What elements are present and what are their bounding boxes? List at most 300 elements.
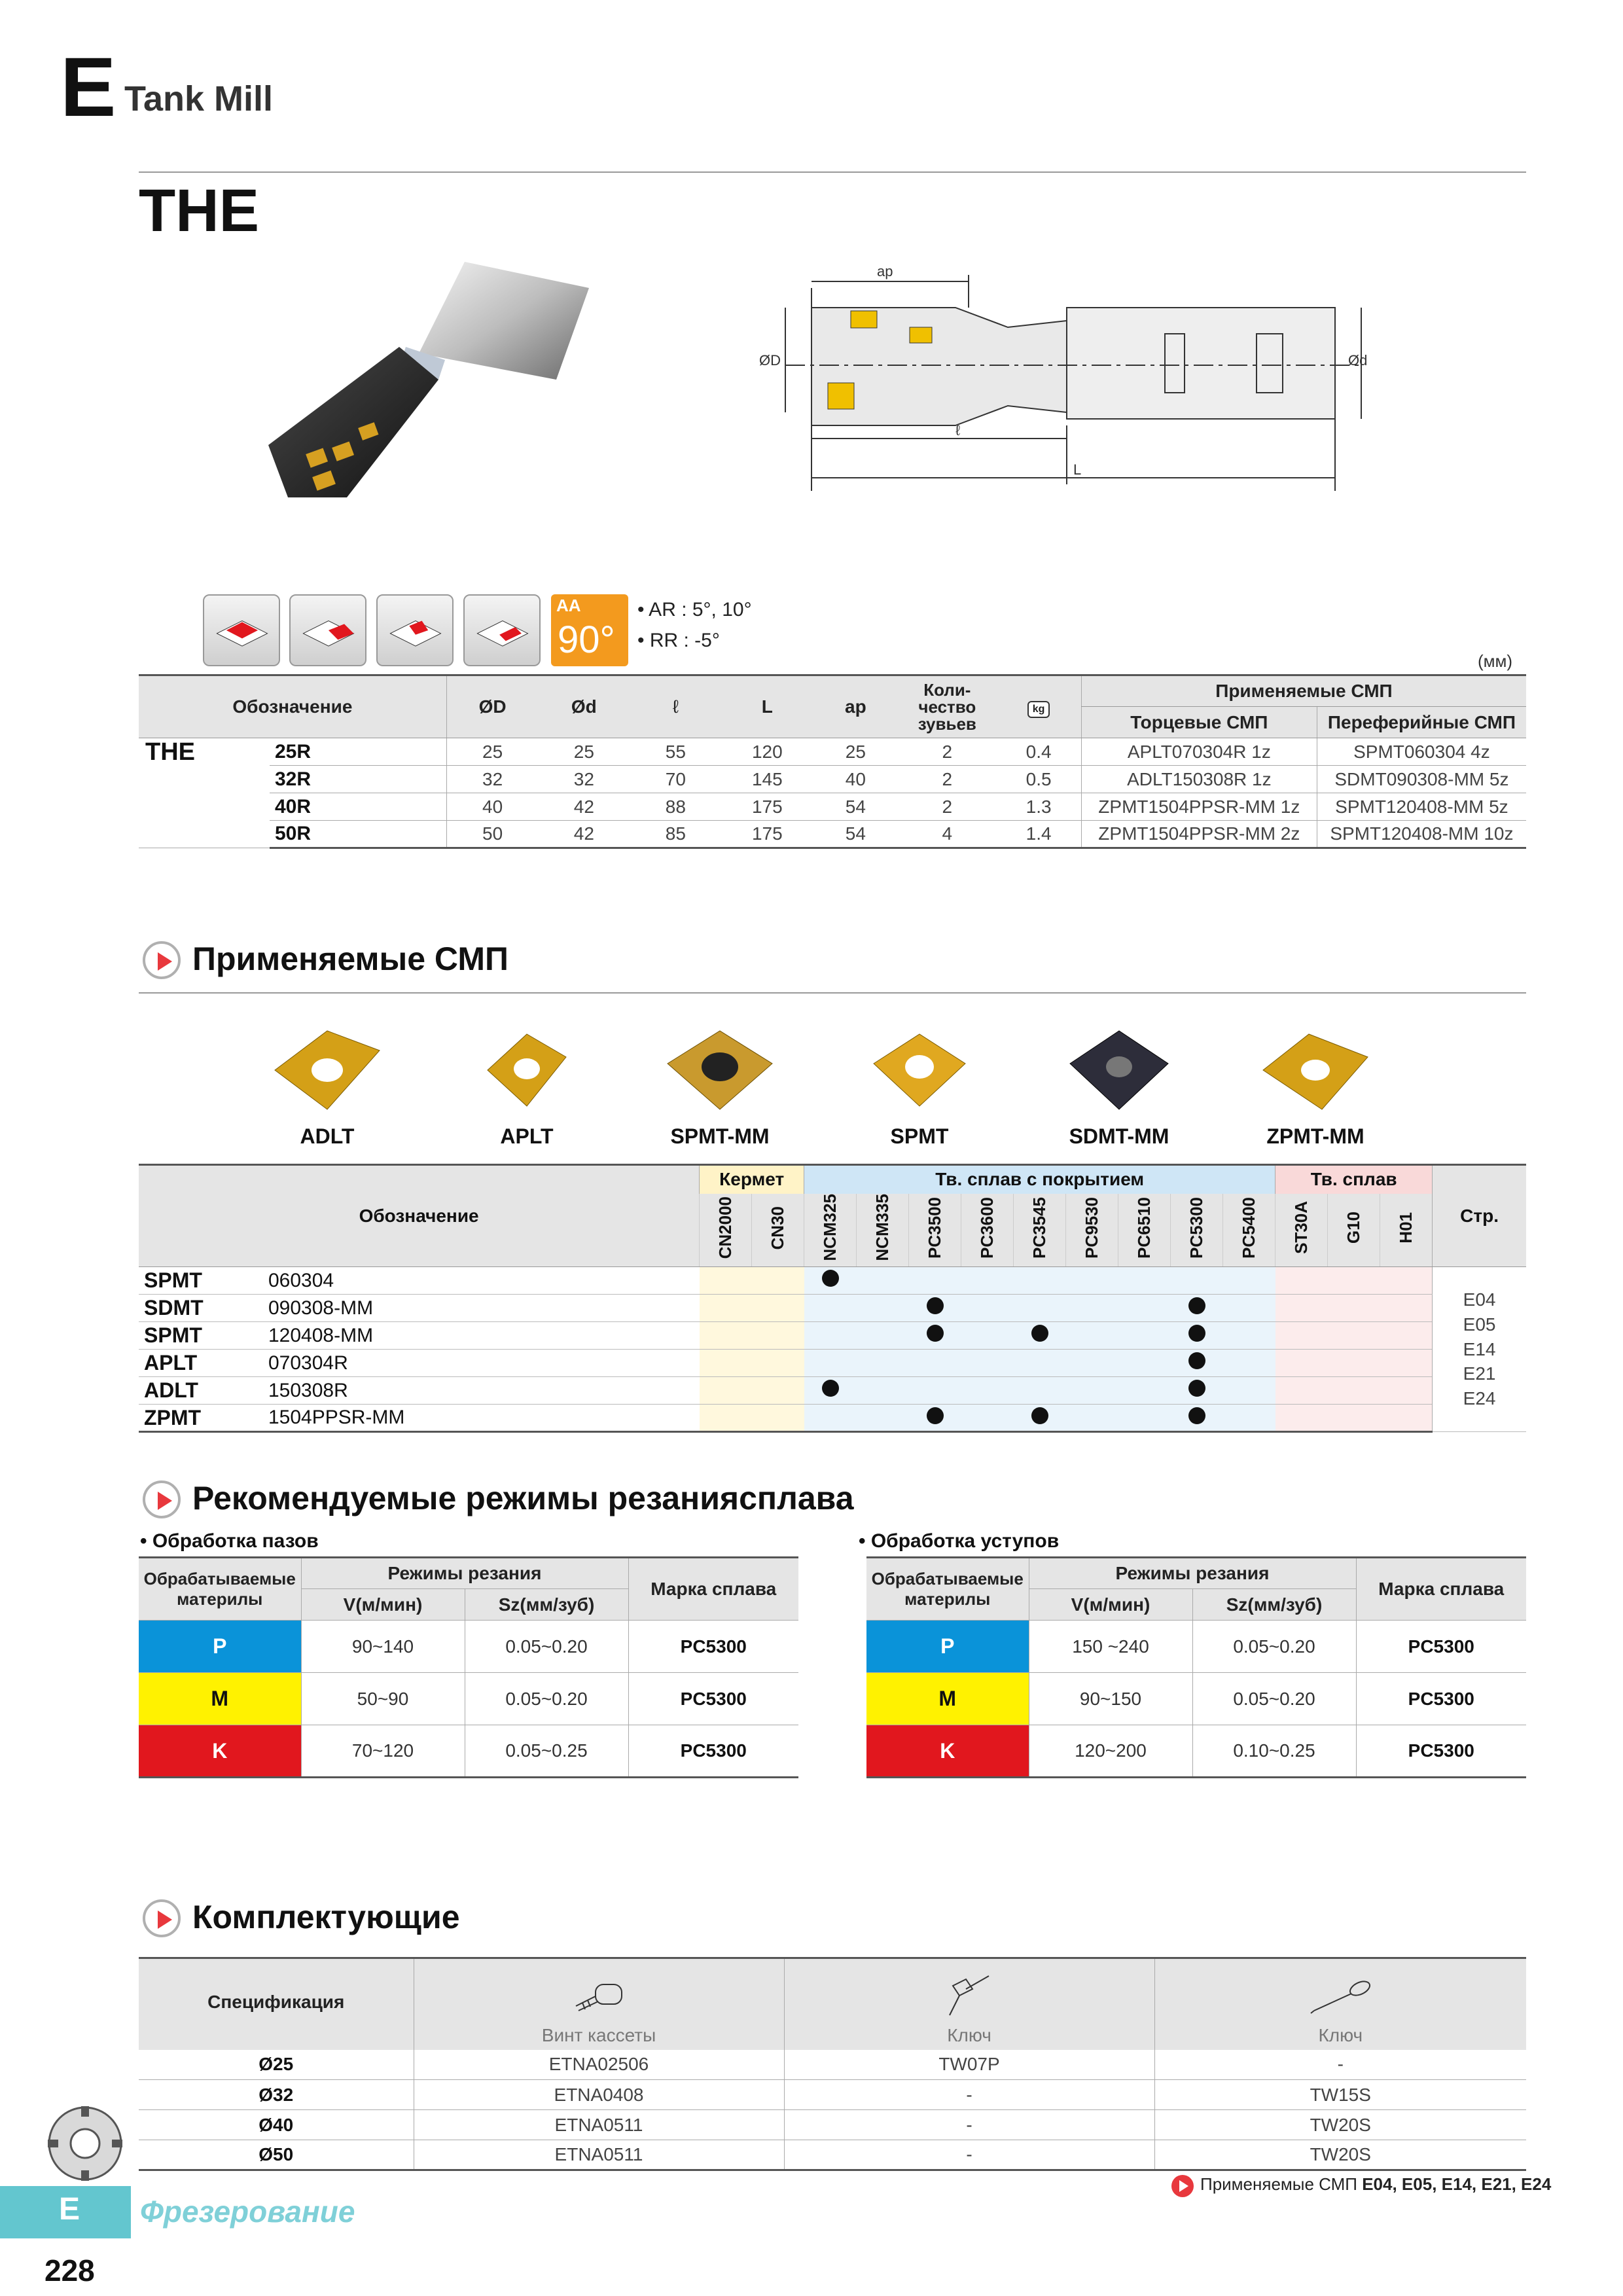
grade-cell	[961, 1322, 1014, 1350]
acc-spec: Ø32	[139, 2080, 414, 2110]
grade: PC5300	[628, 1673, 798, 1725]
acc-screw: ETNA0408	[414, 2080, 784, 2110]
grade-col-header	[1118, 1194, 1171, 1267]
grade-cell	[752, 1295, 804, 1322]
grade-cell	[909, 1267, 961, 1295]
spec-L: 120	[721, 738, 813, 766]
shoulder-milling-icon	[289, 594, 366, 666]
grade-row	[139, 1405, 1526, 1432]
grade-col-header	[1223, 1194, 1275, 1267]
section-arrow-icon	[143, 1899, 181, 1937]
availability-dot-icon	[822, 1380, 839, 1397]
grade-cell	[1223, 1295, 1275, 1322]
acc-spec: Ø50	[139, 2140, 414, 2170]
grade-cell	[1171, 1267, 1223, 1295]
availability-dot-icon	[1031, 1325, 1048, 1342]
page-ref: E05	[1463, 1314, 1496, 1335]
grade-cell	[1118, 1405, 1171, 1432]
ramping-icon	[376, 594, 454, 666]
acc-h-key2-label: Ключ	[1318, 2024, 1363, 2045]
grade-cell	[1380, 1377, 1433, 1405]
h-face: Торцевые СМП	[1081, 707, 1317, 738]
availability-dot-icon	[927, 1297, 944, 1314]
grade-cell	[961, 1377, 1014, 1405]
availability-dot-icon	[1031, 1407, 1048, 1424]
availability-dot-icon	[927, 1325, 944, 1342]
spec-peri: SDMT090308-MM 5z	[1317, 766, 1526, 793]
insert-label: SPMT	[890, 1124, 949, 1148]
grade-name: NCM325	[820, 1194, 840, 1262]
shoulder-row	[866, 1621, 1526, 1673]
slot-h-modes: Режимы резания	[301, 1558, 628, 1589]
acc-h-spec: Спецификация	[139, 1958, 414, 2050]
feed-per-tooth: 0.10~0.25	[1192, 1725, 1356, 1778]
grade-cell	[1118, 1350, 1171, 1377]
spec-D: 40	[446, 793, 538, 821]
insert-type: SPMT	[139, 1322, 263, 1350]
slot-subtitle: • Обработка пазов	[140, 1530, 319, 1552]
spec-D: 25	[446, 738, 538, 766]
grade-cell	[857, 1267, 909, 1295]
grade-cell	[1275, 1322, 1328, 1350]
spec-D: 32	[446, 766, 538, 793]
insert-code: 070304R	[263, 1350, 700, 1377]
grade-name: NCM335	[872, 1194, 893, 1262]
grade-col-header	[1380, 1194, 1433, 1267]
grade-cell	[700, 1350, 752, 1377]
grade-col-header	[1171, 1194, 1223, 1267]
grade-cell	[1171, 1377, 1223, 1405]
footnote	[1200, 2174, 1551, 2195]
insert-label: ADLT	[300, 1124, 355, 1148]
dim-L: L	[1073, 461, 1082, 478]
spec-row	[139, 793, 1526, 821]
grade-cell	[1014, 1267, 1066, 1295]
grade-cell	[1275, 1267, 1328, 1295]
availability-dot-icon	[1188, 1380, 1205, 1397]
key-icon	[940, 1973, 999, 2018]
grade-cell	[909, 1377, 961, 1405]
grade-cell	[909, 1350, 961, 1377]
grade-name: PC3545	[1029, 1196, 1050, 1259]
feed-per-tooth: 0.05~0.20	[465, 1673, 628, 1725]
grade-cell	[857, 1377, 909, 1405]
shoulder-h-material: Обрабатываемые материлы	[866, 1558, 1029, 1621]
spec-z: 2	[898, 766, 996, 793]
material-class: K	[139, 1725, 301, 1778]
grade-cell	[961, 1295, 1014, 1322]
grade-cell	[1171, 1350, 1223, 1377]
grade-table	[139, 1164, 1526, 1433]
grade-cell	[1014, 1377, 1066, 1405]
grade-name: PC9530	[1082, 1196, 1102, 1259]
grade-cell	[1328, 1322, 1380, 1350]
cutting-speed: 50~90	[301, 1673, 465, 1725]
grade-cell	[1328, 1295, 1380, 1322]
spec-peri: SPMT120408-MM 10z	[1317, 821, 1526, 848]
gh-designation: Обозначение	[139, 1165, 700, 1267]
cutting-speed: 120~200	[1029, 1725, 1192, 1778]
dim-D: ØD	[759, 352, 781, 368]
acc-screw: ETNA02506	[414, 2050, 784, 2080]
grade-cell	[1171, 1295, 1223, 1322]
grade-cell	[804, 1377, 857, 1405]
grade-row	[139, 1350, 1526, 1377]
insert-code: 150308R	[263, 1377, 700, 1405]
spec-L: 175	[721, 793, 813, 821]
grade-col-header	[1328, 1194, 1380, 1267]
grade-col-header	[1066, 1194, 1118, 1267]
spec-ap: 54	[813, 793, 898, 821]
material-class: P	[139, 1621, 301, 1673]
acc-h-key1-label: Ключ	[947, 2024, 991, 2045]
grade-cell	[1380, 1267, 1433, 1295]
shoulder-h-v: V(м/мин)	[1029, 1589, 1192, 1621]
grade-cell	[1380, 1405, 1433, 1432]
spec-z: 2	[898, 738, 996, 766]
grade-cell	[1014, 1350, 1066, 1377]
availability-dot-icon	[822, 1270, 839, 1287]
grade-col-header	[1275, 1194, 1328, 1267]
grade-cell	[1223, 1350, 1275, 1377]
chapter-subtitle: Tank Mill	[124, 79, 274, 118]
grade-name: ST30A	[1291, 1201, 1311, 1255]
acc-spec: Ø25	[139, 2050, 414, 2080]
insert-label: APLT	[500, 1124, 554, 1148]
grade-cell	[1328, 1377, 1380, 1405]
inserts-section-title: Применяемые СМП	[192, 941, 508, 977]
spec-row	[139, 766, 1526, 793]
spec-l: 88	[630, 793, 721, 821]
grade-cell	[1066, 1350, 1118, 1377]
cutting-section-title: Рекомендуемые режимы резаниясплава	[192, 1480, 854, 1516]
page-ref: E24	[1463, 1388, 1496, 1409]
slot-h-sz: Sz(мм/зуб)	[465, 1589, 628, 1621]
acc-screw: ETNA0511	[414, 2110, 784, 2140]
grade: PC5300	[628, 1725, 798, 1778]
availability-dot-icon	[1188, 1352, 1205, 1369]
spec-peri: SPMT060304 4z	[1317, 738, 1526, 766]
grade-cell	[1223, 1267, 1275, 1295]
spec-z: 4	[898, 821, 996, 848]
dim-l: ℓ	[955, 422, 961, 439]
slot-conditions-table	[139, 1556, 798, 1778]
acc-key2: TW20S	[1154, 2110, 1526, 2140]
grade-cell	[804, 1322, 857, 1350]
acc-key2: TW15S	[1154, 2080, 1526, 2110]
grade-cell	[804, 1405, 857, 1432]
material-class: K	[866, 1725, 1029, 1778]
grade-cell	[752, 1350, 804, 1377]
acc-h-screw-label: Винт кассеты	[541, 2024, 656, 2045]
gh-page: Стр.	[1433, 1165, 1526, 1267]
feed-per-tooth: 0.05~0.20	[465, 1621, 628, 1673]
insert-spmt-mm-icon	[661, 1024, 779, 1116]
grade-row	[139, 1295, 1526, 1322]
grade-cell	[961, 1267, 1014, 1295]
grade-name: PC3500	[925, 1196, 945, 1259]
grade-cell	[700, 1322, 752, 1350]
h-peripheral: Переферийные СМП	[1317, 707, 1526, 738]
insert-zpmt-mm-icon	[1257, 1024, 1374, 1116]
grade-cell	[961, 1350, 1014, 1377]
grade-cell	[1118, 1267, 1171, 1295]
tool-drawing	[759, 255, 1387, 517]
aa-label: AA	[556, 596, 581, 615]
spec-kg: 0.4	[996, 738, 1081, 766]
acc-key2: TW20S	[1154, 2140, 1526, 2170]
insert-code: 090308-MM	[263, 1295, 700, 1322]
milling-cutter-icon	[39, 2101, 131, 2186]
page-ref: E21	[1463, 1363, 1496, 1384]
spec-ap: 54	[813, 821, 898, 848]
grade-cell	[909, 1295, 961, 1322]
spec-kg: 1.3	[996, 793, 1081, 821]
unit-label: (мм)	[1478, 651, 1513, 671]
grade-cell	[1275, 1405, 1328, 1432]
screw-icon	[569, 1977, 628, 2016]
insert-code: 1504PPSR-MM	[263, 1405, 700, 1432]
grade: PC5300	[1356, 1673, 1526, 1725]
shoulder-h-grade: Марка сплава	[1356, 1558, 1526, 1621]
acc-spec: Ø40	[139, 2110, 414, 2140]
dim-d: Ød	[1348, 352, 1368, 368]
slot-milling-icon	[203, 594, 280, 666]
material-class: P	[866, 1621, 1029, 1673]
grade-cell	[752, 1267, 804, 1295]
feed-per-tooth: 0.05~0.20	[1192, 1673, 1356, 1725]
h-designation: Обозначение	[139, 675, 446, 738]
shoulder-h-modes: Режимы резания	[1029, 1558, 1356, 1589]
slot-row	[139, 1621, 798, 1673]
chapter-tab-label: Фрезерование	[140, 2195, 355, 2229]
grade-cell	[1066, 1322, 1118, 1350]
grade-cell	[1066, 1295, 1118, 1322]
series-name: THE	[139, 738, 270, 848]
insert-label: SDMT-MM	[1069, 1124, 1169, 1148]
insert-aplt-icon	[468, 1024, 586, 1116]
gh-coated: Тв. сплав с покрытием	[804, 1165, 1275, 1194]
grade-cell	[1380, 1295, 1433, 1322]
grade-cell	[804, 1267, 857, 1295]
grade-cell	[700, 1267, 752, 1295]
page-ref: E04	[1463, 1289, 1496, 1310]
grade-cell	[961, 1405, 1014, 1432]
grade-cell	[857, 1295, 909, 1322]
grade-cell	[909, 1322, 961, 1350]
shoulder-row	[866, 1725, 1526, 1778]
section-divider	[139, 992, 1526, 994]
acc-key1: -	[784, 2080, 1154, 2110]
grade: PC5300	[628, 1621, 798, 1673]
grade-col-header	[700, 1194, 752, 1267]
grade-cell	[700, 1405, 752, 1432]
insert-type: ZPMT	[139, 1405, 263, 1432]
spec-d: 42	[538, 793, 630, 821]
accessories-table	[139, 1957, 1526, 2171]
slot-row	[139, 1673, 798, 1725]
spec-l: 85	[630, 821, 721, 848]
insert-code: 060304	[263, 1267, 700, 1295]
slot-h-grade: Марка сплава	[628, 1558, 798, 1621]
chapter-letter: E	[60, 41, 116, 134]
insert-type: ADLT	[139, 1377, 263, 1405]
cutting-speed: 90~150	[1029, 1673, 1192, 1725]
gh-carbide: Тв. сплав	[1275, 1165, 1433, 1194]
material-class: M	[866, 1673, 1029, 1725]
grade: PC5300	[1356, 1621, 1526, 1673]
grade-cell	[1118, 1322, 1171, 1350]
grade-name: PC6510	[1134, 1196, 1154, 1259]
plunging-icon	[463, 594, 541, 666]
spec-face: ZPMT1504PPSR-MM 2z	[1081, 821, 1317, 848]
spec-face: ZPMT1504PPSR-MM 1z	[1081, 793, 1317, 821]
accessory-row	[139, 2050, 1526, 2080]
acc-key2: -	[1154, 2050, 1526, 2080]
footnote-label: Применяемые СМП	[1200, 2174, 1357, 2194]
shoulder-row	[866, 1673, 1526, 1725]
chapter-tab-letter: E	[59, 2192, 80, 2227]
grade-cell	[1014, 1405, 1066, 1432]
grade-cell	[1118, 1377, 1171, 1405]
grade-cell	[1171, 1405, 1223, 1432]
insert-code: 120408-MM	[263, 1322, 700, 1350]
availability-dot-icon	[1188, 1325, 1205, 1342]
h-inserts: Применяемые СМП	[1081, 675, 1526, 707]
grade-name: CN2000	[715, 1196, 736, 1259]
grade-cell	[1275, 1295, 1328, 1322]
cutting-speed: 150 ~240	[1029, 1621, 1192, 1673]
grade-col-header	[857, 1194, 909, 1267]
gh-cermet: Кермет	[700, 1165, 804, 1194]
acc-key1: TW07P	[784, 2050, 1154, 2080]
insert-type: APLT	[139, 1350, 263, 1377]
grade-col-header	[961, 1194, 1014, 1267]
grade-name: G10	[1344, 1211, 1364, 1244]
insert-type: SPMT	[139, 1267, 263, 1295]
spec-l: 55	[630, 738, 721, 766]
spec-code: 25R	[270, 738, 446, 766]
grade-cell	[1014, 1295, 1066, 1322]
availability-dot-icon	[1188, 1297, 1205, 1314]
section-arrow-icon	[143, 1480, 181, 1518]
acc-h-key1	[784, 1958, 1154, 2050]
grade-col-header	[804, 1194, 857, 1267]
grade-cell	[857, 1405, 909, 1432]
insert-adlt-icon	[268, 1024, 386, 1116]
grade-cell	[1328, 1267, 1380, 1295]
grade-cell	[1118, 1295, 1171, 1322]
weight-icon: kg	[1027, 701, 1050, 718]
accessories-section-title: Комплектующие	[192, 1899, 460, 1935]
spec-ap: 40	[813, 766, 898, 793]
feed-per-tooth: 0.05~0.25	[465, 1725, 628, 1778]
grade-cell	[1275, 1377, 1328, 1405]
slot-h-material: Обрабатываемые материлы	[139, 1558, 301, 1621]
axial-rake: • AR : 5°, 10°	[637, 599, 752, 620]
h-teeth: Коли- чество зувьев	[898, 675, 996, 738]
insert-label: SPMT-MM	[670, 1124, 770, 1148]
grade-cell	[1223, 1377, 1275, 1405]
header-divider	[139, 171, 1526, 173]
grade-cell	[1171, 1322, 1223, 1350]
grade-cell	[1066, 1377, 1118, 1405]
acc-key1: -	[784, 2140, 1154, 2170]
grade-col-header	[909, 1194, 961, 1267]
grade-cell	[909, 1405, 961, 1432]
acc-h-screw	[414, 1958, 784, 2050]
grade-row	[139, 1377, 1526, 1405]
grade-cell	[857, 1322, 909, 1350]
h-ap: ap	[813, 675, 898, 738]
grade-pages	[1433, 1267, 1526, 1432]
h-l: ℓ	[630, 675, 721, 738]
grade-col-header	[1014, 1194, 1066, 1267]
h-d: Ød	[538, 675, 630, 738]
acc-h-key2	[1154, 1958, 1526, 2050]
spec-d: 25	[538, 738, 630, 766]
screwdriver-icon	[1304, 1977, 1376, 2016]
grade-cell	[857, 1350, 909, 1377]
slot-h-v: V(м/мин)	[301, 1589, 465, 1621]
grade: PC5300	[1356, 1725, 1526, 1778]
grade-name: PC5400	[1239, 1196, 1259, 1259]
page-ref: E14	[1463, 1338, 1496, 1359]
shoulder-conditions-table	[866, 1556, 1526, 1778]
spec-d: 42	[538, 821, 630, 848]
insert-label: ZPMT-MM	[1266, 1124, 1364, 1148]
spec-code: 32R	[270, 766, 446, 793]
radial-rake: • RR : -5°	[637, 630, 720, 651]
feed-per-tooth: 0.05~0.20	[1192, 1621, 1356, 1673]
accessory-row	[139, 2080, 1526, 2110]
tool-photo	[249, 249, 602, 524]
grade-cell	[752, 1377, 804, 1405]
grade-name: PC3600	[977, 1196, 997, 1259]
accessory-row	[139, 2110, 1526, 2140]
grade-cell	[700, 1377, 752, 1405]
material-class: M	[139, 1673, 301, 1725]
grade-cell	[1014, 1322, 1066, 1350]
grade-cell	[1380, 1322, 1433, 1350]
page-number: 228	[45, 2253, 95, 2287]
grade-row	[139, 1322, 1526, 1350]
grade-name: PC5300	[1186, 1196, 1207, 1259]
spec-L: 145	[721, 766, 813, 793]
grade-cell	[752, 1405, 804, 1432]
spec-D: 50	[446, 821, 538, 848]
grade-cell	[1223, 1405, 1275, 1432]
insert-sdmt-mm-icon	[1060, 1024, 1178, 1116]
grade-cell	[1328, 1350, 1380, 1377]
availability-dot-icon	[927, 1407, 944, 1424]
footnote-arrow-icon	[1171, 2175, 1194, 2197]
shoulder-h-sz: Sz(мм/зуб)	[1192, 1589, 1356, 1621]
spec-row	[139, 738, 1526, 766]
spec-d: 32	[538, 766, 630, 793]
product-title: THE	[139, 177, 259, 244]
footnote-pages: E04, E05, E14, E21, E24	[1362, 2174, 1552, 2194]
spec-L: 175	[721, 821, 813, 848]
spec-l: 70	[630, 766, 721, 793]
approach-angle-badge	[551, 594, 628, 666]
spec-code: 40R	[270, 793, 446, 821]
acc-screw: ETNA0511	[414, 2140, 784, 2170]
grade-cell	[1066, 1405, 1118, 1432]
grade-cell	[804, 1350, 857, 1377]
availability-dot-icon	[1188, 1407, 1205, 1424]
insert-type: SDMT	[139, 1295, 263, 1322]
